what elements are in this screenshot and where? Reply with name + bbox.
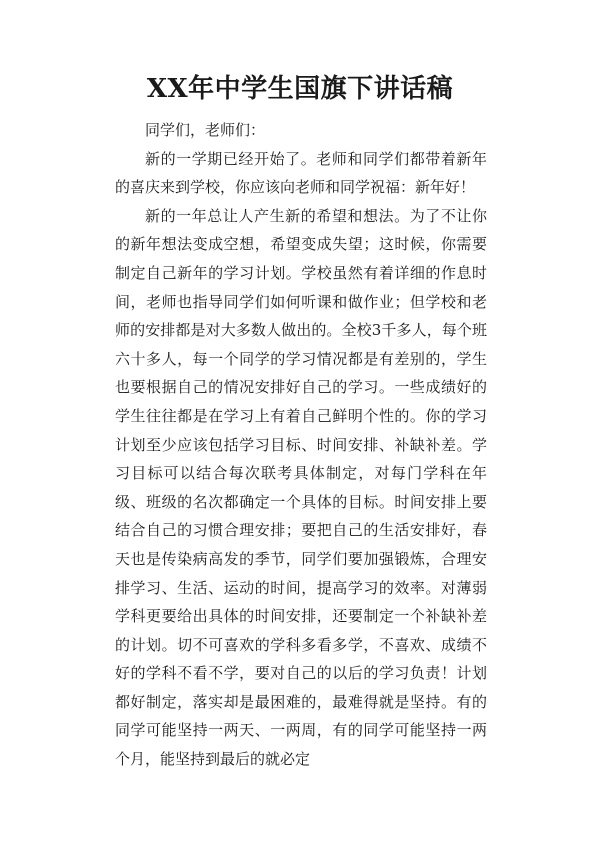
document-body <box>115 116 487 774</box>
paragraph-new-semester: 新的一学期已经开始了。老师和同学们都带着新年的喜庆来到学校，你应该向老师和同学祝福：新年好！ <box>115 149 487 197</box>
paragraph-greeting: 同学们，老师们： <box>145 121 266 139</box>
paragraph-study-plan: 新的一年总让人产生新的希望和想法。为了不让你的新年想法变成空想，希望变成失望；这时候，你需要制定自己新年的学习计划。学校虽然有着详细的作息时间，老师也指导同学们如何听课和做作业；但学校和老师的安排都是对大多数人做出的。全校3千多人，每个班六十多人，每一个同学的学习情况都是有差别的，学生也要根据自己的情况安排好自己的学习。一些成绩好的学生往往都是在学习上有着自己鲜明个性的。你的学习计划至少应该包括学习目标、时间安排、补缺补差。学习目标可以结合每次联考具体制定，对每门学科在年级、班级的名次都确定一个具体的目标。时间安排上要结合自己的习惯合理安排；要把自己的生活安排好，春天也是传染病高发的季节，同学们要加强锻炼，合理安排学习、生活、运动的时间，提高学习的效率。对薄弱学科更要给出具体的时间安排，还要制定一个补缺补差的计划。切不可喜欢的学科多看多学，不喜欢、成绩不好的学科不看不学，要对自己的以后的学习负责！计划都好制定，落实却是最困难的，最难得就是坚持。有的同学可能坚持一两天、一两周，有的同学可能坚持一两个月，能坚持到最后的就必定 <box>115 206 487 769</box>
document-title: XX年中学生国旗下讲话稿 <box>146 74 454 104</box>
